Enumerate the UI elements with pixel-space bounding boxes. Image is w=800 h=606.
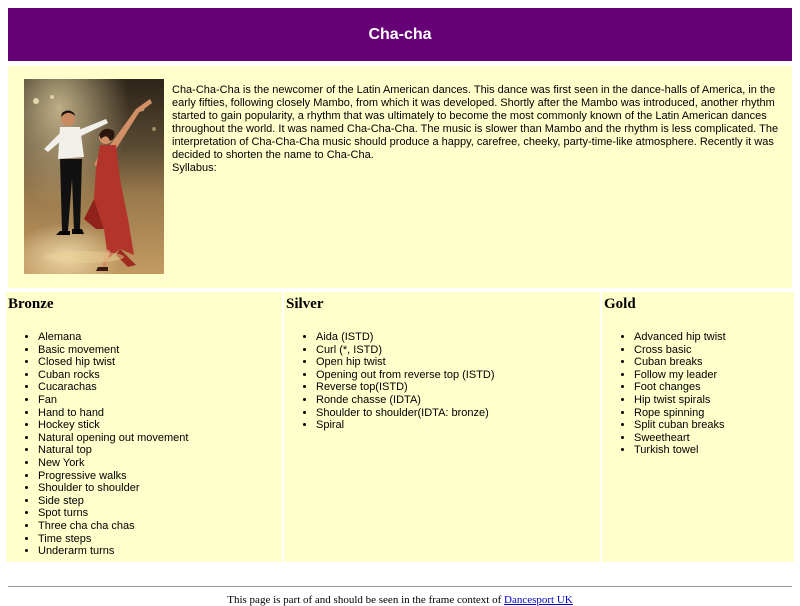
intro-paragraph: Cha-Cha-Cha is the newcomer of the Latin American dances. This dance was first seen in the dance-halls of America, in the early fifties, following closely Mambo, from which it was developed. Shortly after the Mambo was introduced, another rhythm started to gain popularity, a rhythm that was ultimately to become the most commonly known of the Latin American dances throughout the world. It was named Cha-Cha-Cha. The music is slower than Mambo and the rhythm is less complicated. The interpretation of Cha-Cha-Cha music should produce a happy, carefree, cheeky, party-time-like atmosphere. Recently it was decided to shorten the name to Cha-Cha. <box>172 84 779 161</box>
intro-text <box>172 84 786 175</box>
dancesport-uk-link[interactable]: Dancesport UK <box>504 594 573 606</box>
silver-column <box>284 292 600 562</box>
list-item: • Ronde chasse (IDTA) <box>316 394 600 407</box>
list-item: • Spot turns <box>38 507 282 520</box>
page-title: Cha-cha <box>368 25 432 43</box>
list-item: • Underarm turns <box>38 545 282 558</box>
list-item: • Closed hip twist <box>38 356 282 369</box>
list-item: • Cucarachas <box>38 381 282 394</box>
list-item: • Hip twist spirals <box>634 394 794 407</box>
list-item: • Cuban rocks <box>38 369 282 382</box>
gold-list <box>602 331 794 457</box>
bronze-column <box>6 292 282 562</box>
gold-column <box>602 292 794 562</box>
list-item: • Sweetheart <box>634 432 794 445</box>
list-item: • Rope spinning <box>634 407 794 420</box>
list-item: • Curl (*, ISTD) <box>316 344 600 357</box>
footer-divider <box>8 586 792 587</box>
list-item: • Aida (ISTD) <box>316 331 600 344</box>
list-item: • Spiral <box>316 419 600 432</box>
dancers-photo <box>24 79 164 274</box>
list-item: • Side step <box>38 495 282 508</box>
list-item: • Turkish towel <box>634 444 794 457</box>
list-item: • Shoulder to shoulder <box>38 482 282 495</box>
list-item: • Open hip twist <box>316 356 600 369</box>
list-item: • Fan <box>38 394 282 407</box>
list-item: • Natural top <box>38 444 282 457</box>
list-item: • Advanced hip twist <box>634 331 794 344</box>
list-item: • Split cuban breaks <box>634 419 794 432</box>
list-item: • Cuban breaks <box>634 356 794 369</box>
list-item: • Cross basic <box>634 344 794 357</box>
list-item: • Basic movement <box>38 344 282 357</box>
list-item: • Alemana <box>38 331 282 344</box>
gold-heading: Gold <box>604 296 636 312</box>
list-item: • Foot changes <box>634 381 794 394</box>
list-item: • Follow my leader <box>634 369 794 382</box>
list-item: • Three cha cha chas <box>38 520 282 533</box>
syllabus-label: Syllabus: <box>172 162 217 174</box>
list-item: • Progressive walks <box>38 470 282 483</box>
list-item: • Opening out from reverse top (ISTD) <box>316 369 600 382</box>
list-item: • New York <box>38 457 282 470</box>
silver-heading: Silver <box>286 296 324 312</box>
list-item: • Hand to hand <box>38 407 282 420</box>
silver-list <box>284 331 600 432</box>
list-item: • Natural opening out movement <box>38 432 282 445</box>
list-item: • Shoulder to shoulder(IDTA: bronze) <box>316 407 600 420</box>
list-item: • Hockey stick <box>38 419 282 432</box>
footer <box>0 594 800 606</box>
bronze-list <box>6 331 282 558</box>
page-header <box>8 8 792 61</box>
footer-text: This page is part of and should be seen in the frame context of <box>227 594 505 606</box>
intro-panel <box>8 66 792 288</box>
list-item: • Reverse top(ISTD) <box>316 381 600 394</box>
bronze-heading: Bronze <box>8 296 54 312</box>
list-item: • Time steps <box>38 533 282 546</box>
